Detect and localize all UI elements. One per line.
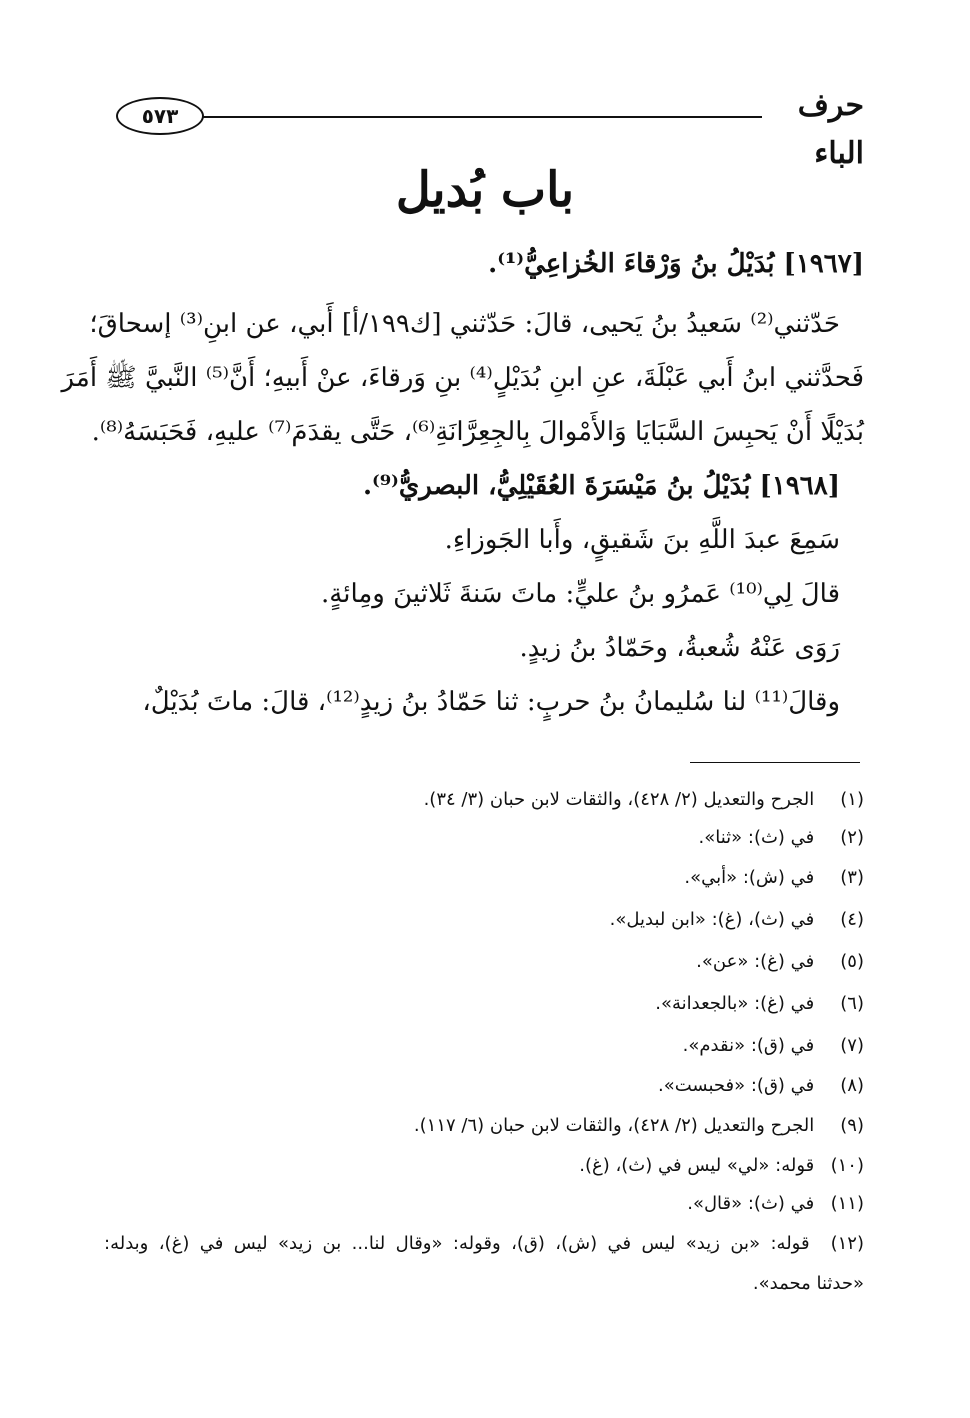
footnote-text: في (ق): «فحبست». bbox=[658, 1075, 815, 1096]
footnote bbox=[120, 1186, 864, 1222]
body-line: رَوَى عَنْهُ شُعبةُ، وحَمّادُ بنُ زيدٍ. bbox=[519, 633, 840, 663]
footnote-text: قوله: «بن زيد» ليس في (ش)، (ق)، وقوله: «وقال لنا... بن زيد» ليس في (غ)، وبدله: bbox=[104, 1233, 810, 1254]
chapter-title: باب بُديل bbox=[395, 162, 575, 218]
footnote-number: (٨) bbox=[840, 1075, 864, 1096]
footnote bbox=[120, 1028, 864, 1064]
footnote bbox=[120, 1108, 864, 1144]
footnote-text: في (ث): «ثنا». bbox=[698, 827, 815, 848]
running-title: حرف الباء bbox=[797, 88, 864, 171]
footnote-number: (٢) bbox=[840, 827, 864, 848]
footnote-number: (٦) bbox=[840, 993, 864, 1014]
body-line: فَحدَّثني ابنُ أَبي عَبْلَةَ، عنِ ابنِ بُدَيْلٍ⁽⁴⁾ بنِ وَرقاءَ، عنْ أَبيهِ؛ أَنَّ⁽⁵⁾ النَّبيَّ ﷺ أَمَرَ bbox=[61, 363, 864, 393]
footnote bbox=[120, 1068, 864, 1104]
footnote-text: الجرح والتعديل (٢/ ٤٢٨)، والثقات لابن حبان (٦/ ١١٧). bbox=[413, 1115, 815, 1136]
footnote bbox=[120, 820, 864, 856]
footnote-number: (١١) bbox=[830, 1193, 864, 1214]
header-rule bbox=[202, 116, 762, 118]
footnote-text: الجرح والتعديل (٢/ ٤٢٨)، والثقات لابن حبان (٣/ ٣٤). bbox=[423, 789, 815, 810]
footnote-text: في (ش): «أبي». bbox=[684, 867, 815, 888]
footnote-text: في (ث): «قال». bbox=[687, 1193, 815, 1214]
footnote-number: (١٠) bbox=[830, 1155, 864, 1176]
footnote-text: في (ق): «نقدم». bbox=[682, 1035, 815, 1056]
footnote-number: (٩) bbox=[840, 1115, 864, 1136]
footnote-continuation: «حدثنا محمد». bbox=[752, 1273, 864, 1294]
footnote bbox=[104, 1226, 864, 1262]
footnote-number: (٣) bbox=[840, 867, 864, 888]
footnote bbox=[120, 1148, 864, 1184]
body-line: حَدّثني⁽²⁾ سَعيدُ بنُ يَحيى، قالَ: حَدّثني [ك١٩٩/أ] أَبي، عن ابنِ⁽³⁾ إسحاقَ؛ bbox=[89, 309, 840, 339]
body-line: قالَ لِي⁽¹⁰⁾ عَمرُو بنُ عليٍّ: ماتَ سَنةَ ثَلاثينَ ومِائةٍ. bbox=[321, 579, 840, 609]
footnote-number: (٧) bbox=[840, 1035, 864, 1056]
footnote-number: (١٢) bbox=[830, 1233, 864, 1254]
footnote bbox=[120, 944, 864, 980]
footnote-number: (٥) bbox=[840, 951, 864, 972]
footnote bbox=[120, 860, 864, 896]
entry-heading-1968: [١٩٦٨] بُدَيْلُ بنُ مَيْسَرَةَ العُقَيْلِيُّ، البصريُّ⁽⁹⁾. bbox=[362, 471, 840, 501]
footnote bbox=[120, 902, 864, 938]
entry-heading-1967: [١٩٦٧] بُدَيْلُ بنُ وَرْقاءَ الخُزاعِيُّ⁽¹⁾. bbox=[488, 249, 864, 279]
body-line: وقالَ⁽¹¹⁾ لنا سُليمانُ بنُ حربٍ: ثنا حَمّادُ بنُ زيدٍ⁽¹²⁾، قالَ: ماتَ بُدَيْلٌ، bbox=[142, 687, 840, 717]
footnote-number: (١) bbox=[840, 789, 864, 810]
footnote-text: قوله: «لي» ليس في (ث)، (غ). bbox=[579, 1155, 815, 1176]
footnote-text: في (غ): «بالجعدانة». bbox=[655, 993, 815, 1014]
footnote bbox=[120, 782, 864, 818]
body-line: بُدَيْلًا أَنْ يَحبِسَ السَّبَايَا وَالأَمْوالَ بِالجِعِرَّانَةِ⁽⁶⁾، حَتَّى يقدَمَ⁽⁷⁾ عليهِ، فَحَبَسَهُ⁽⁸⁾. bbox=[91, 417, 864, 447]
body-line: سَمِعَ عبدَ اللَّهِ بنَ شَقيقٍ، وأَبا الجَوزاءِ. bbox=[444, 525, 840, 555]
footnote-separator bbox=[690, 762, 860, 763]
footnote-text: في (غ): «عن». bbox=[696, 951, 815, 972]
footnote-number: (٤) bbox=[840, 909, 864, 930]
footnote bbox=[120, 986, 864, 1022]
footnote-text: في (ث)، (غ): «ابن لبديل». bbox=[609, 909, 815, 930]
page-number-badge: ٥٧٣ bbox=[116, 97, 204, 135]
